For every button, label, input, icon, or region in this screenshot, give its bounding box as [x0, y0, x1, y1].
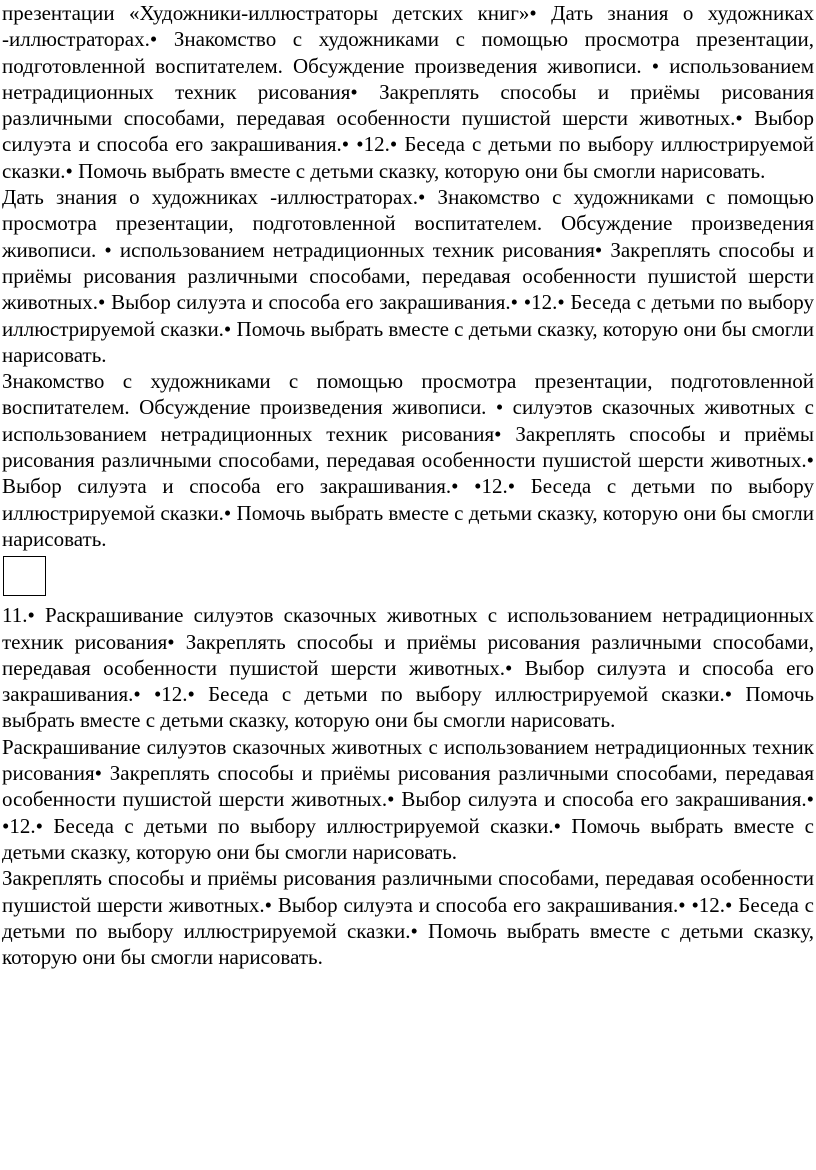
paragraph-6: Закреплять способы и приёмы рисования различными способами, передавая особенности пушистой шерсти животных.• Выбор силуэта и способа его закрашивания.• •12.• Беседа с детьми по выбору иллюстрируемой сказки.• Помочь выбрать вместе с детьми сказку, которую они бы смогли нарисовать.	[2, 866, 814, 970]
paragraph-4: 11.• Раскрашивание силуэтов сказочных животных с использованием нетрадиционных техник рисования• Закреплять способы и приёмы рисования различными способами, передавая особенности пушистой шерсти животных.• Выбор силуэта и способа его закрашивания.• •12.• Беседа с детьми по выбору иллюстрируемой сказки.• Помочь выбрать вместе с детьми сказку, которую они бы смогли нарисовать.	[2, 603, 814, 733]
document-page	[2, 0, 814, 970]
paragraph-3: Знакомство с художниками с помощью просмотра презентации, подготовленной воспитателем. Обсуждение произведения живописи. • силуэтов сказочных животных с использованием нетрадиционных техник рисования• Закреплять способы и приёмы рисования различными способами, передавая особенности пушистой шерсти животных.• Выбор силуэта и способа его закрашивания.• •12.• Беседа с детьми по выбору иллюстрируемой сказки.• Помочь выбрать вместе с детьми сказку, которую они бы смогли нарисовать.	[2, 369, 814, 551]
paragraph-2: Дать знания о художниках -иллюстраторах.• Знакомство с художниками с помощью просмотра презентации, подготовленной воспитателем. Обсуждение произведения живописи. • использованием нетрадиционных техник рисования• Закреплять способы и приёмы рисования различными способами, передавая особенности пушистой шерсти животных.• Выбор силуэта и способа его закрашивания.• •12.• Беседа с детьми по выбору иллюстрируемой сказки.• Помочь выбрать вместе с детьми сказку, которую они бы смогли нарисовать.	[2, 185, 814, 367]
paragraph-5: Раскрашивание силуэтов сказочных животных с использованием нетрадиционных техник рисования• Закреплять способы и приёмы рисования различными способами, передавая особенности пушистой шерсти животных.• Выбор силуэта и способа его закрашивания.• •12.• Беседа с детьми по выбору иллюстрируемой сказки.• Помочь выбрать вместе с детьми сказку, которую они бы смогли нарисовать.	[2, 734, 814, 864]
paragraph-1: презентации «Художники-иллюстраторы детских книг»• Дать знания о художниках -иллюстраторах.• Знакомство с художниками с помощью просмотра презентации, подготовленной воспитателем. Обсуждение произведения живописи. • использованием нетрадиционных техник рисования• Закреплять способы и приёмы рисования различными способами, передавая особенности пушистой шерсти животных.• Выбор силуэта и способа его закрашивания.• •12.• Беседа с детьми по выбору иллюстрируемой сказки.• Помочь выбрать вместе с детьми сказку, которую они бы смогли нарисовать.	[2, 1, 814, 183]
empty-image-placeholder	[3, 556, 46, 596]
